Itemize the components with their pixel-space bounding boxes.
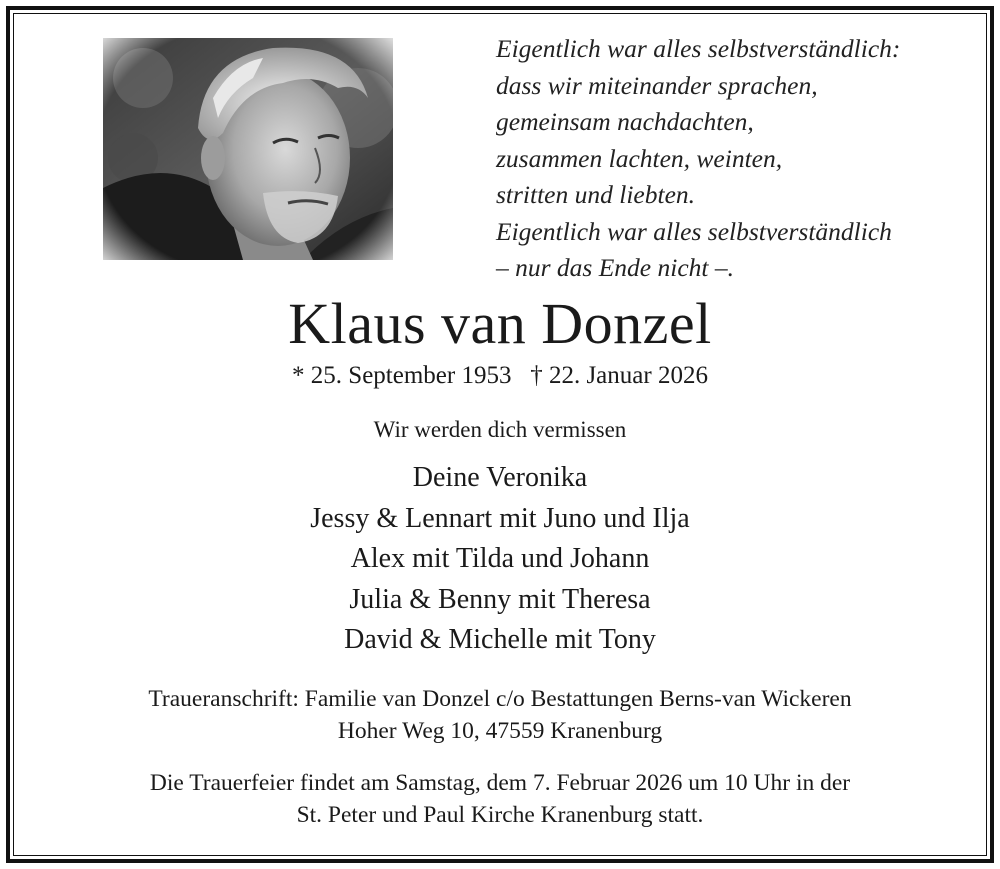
mourner-line: David & Michelle mit Tony [344,624,656,655]
poem-line: dass wir miteinander sprachen, [496,70,818,100]
poem-line: Eigentlich war alles selbstverständlich: [496,34,901,63]
poem-line: zusammen lachten, weinten, [496,143,783,173]
mourning-address [0,683,1000,747]
farewell-intro: Wir werden dich vermissen [373,417,627,442]
life-dates: * 25. September 1953 † 22. Januar 2026 [292,362,708,389]
ceremony-notice [0,767,1000,831]
poem-line: – nur das Ende nicht –. [496,253,734,282]
poem-line: Eigentlich war alles selbstverständlich [496,216,892,246]
poem-line: gemeinsam nachdachten, [496,107,754,136]
poem-line: stritten und liebten. [496,180,696,209]
mourners-list [0,458,1000,661]
address-line: Traueranschrift: Familie van Donzel c/o Bestattungen Berns-van Wickeren [148,686,852,712]
mourner-line: Deine Veronika [412,462,588,493]
deceased-name: Klaus van Donzel [288,291,712,356]
ceremony-line: St. Peter und Paul Kirche Kranenburg statt. [296,802,704,828]
mourner-line: Jessy & Lennart mit Juno und Ilja [310,502,690,534]
mourner-line: Julia & Benny mit Theresa [349,583,651,615]
address-line: Hoher Weg 10, 47559 Kranenburg [337,718,663,744]
poem [496,31,900,287]
portrait-photo [103,38,393,260]
mourner-line: Alex mit Tilda und Johann [350,543,650,574]
ceremony-line: Die Trauerfeier findet am Samstag, dem 7. Februar 2026 um 10 Uhr in der [149,770,851,796]
